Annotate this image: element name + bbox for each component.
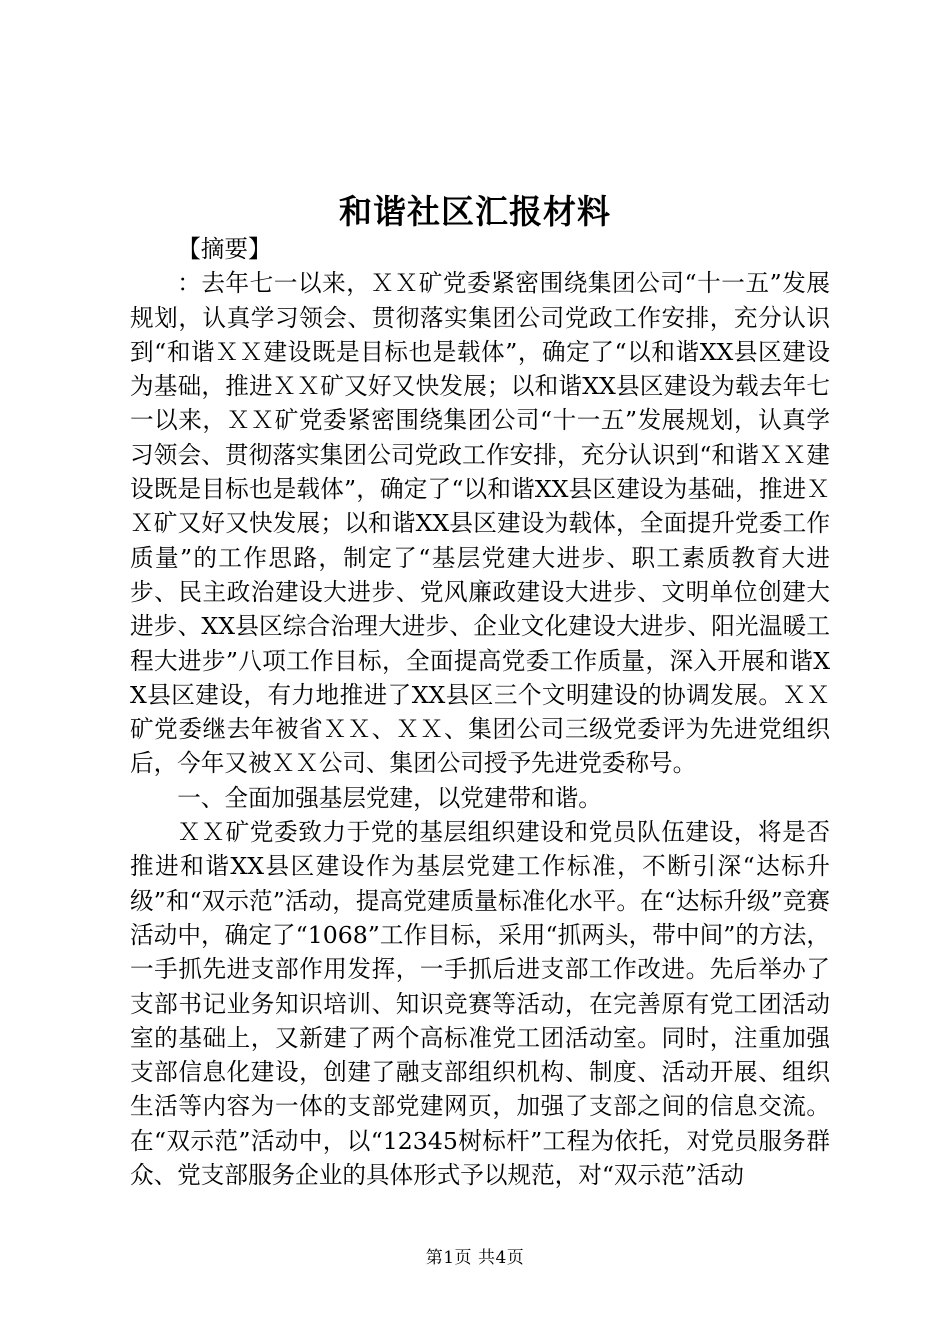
document-title: 和谐社区汇报材料: [339, 192, 611, 231]
section-paragraph-1: ＸＸ矿党委致力于党的基层组织建设和党员队伍建设，将是否推进和谐XX县区建设作为基层党建工作标准，不断引深“达标升级”和“双示范”活动，提高党建质量标准化水平。在“达标升级”竞赛活动中，确定了“1068”工作目标，采用“抓两头，带中间”的方法，一手抓先进支部作用发挥，一手抓后进支部工作改进。先后举办了支部书记业务知识培训、知识竞赛等活动，在完善原有党工团活动室的基础上，又新建了两个高标准党工团活动室。同时，注重加强支部信息化建设，创建了融支部组织机构、制度、活动开展、组织生活等内容为一体的支部党建网页，加强了支部之间的信息交流。在“双示范”活动中，以“12345树标杆”工程为依托，对党员服务群众、党支部服务企业的具体形式予以规范，对“双示范”活动: [130, 818, 830, 1190]
document-body: [130, 232, 830, 1192]
abstract-heading: 【摘要】: [177, 235, 272, 263]
abstract-paragraph: ：去年七一以来，ＸＸ矿党委紧密围绕集团公司“十一五”发展规划，认真学习领会、贯彻落实集团公司党政工作安排，充分认识到“和谐ＸＸ建设既是目标也是载体”，确定了“以和谐XX县区建设为基础，推进ＸＸ矿又好又快发展；以和谐XX县区建设为载去年七一以来，ＸＸ矿党委紧密围绕集团公司“十一五”发展规划，认真学习领会、贯彻落实集团公司党政工作安排，充分认识到“和谐ＸＸ建设既是目标也是载体”，确定了“以和谐XX县区建设为基础，推进ＸＸ矿又好又快发展；以和谐XX县区建设为载体，全面提升党委工作质量”的工作思路，制定了“基层党建大进步、职工素质教育大进步、民主政治建设大进步、党风廉政建设大进步、文明单位创建大进步、XX县区综合治理大进步、企业文化建设大进步、阳光温暖工程大进步”八项工作目标，全面提高党委工作质量，深入开展和谐XX县区建设，有力地推进了XX县区三个文明建设的协调发展。ＸＸ矿党委继去年被省ＸＸ、ＸＸ、集团公司三级党委评为先进党组织后，今年又被ＸＸ公司、集团公司授予先进党委称号。: [130, 269, 830, 778]
page-footer: 第1页 共4页: [425, 1248, 525, 1268]
section-heading-1: 一、全面加强基层党建，以党建带和谐。: [177, 783, 602, 812]
